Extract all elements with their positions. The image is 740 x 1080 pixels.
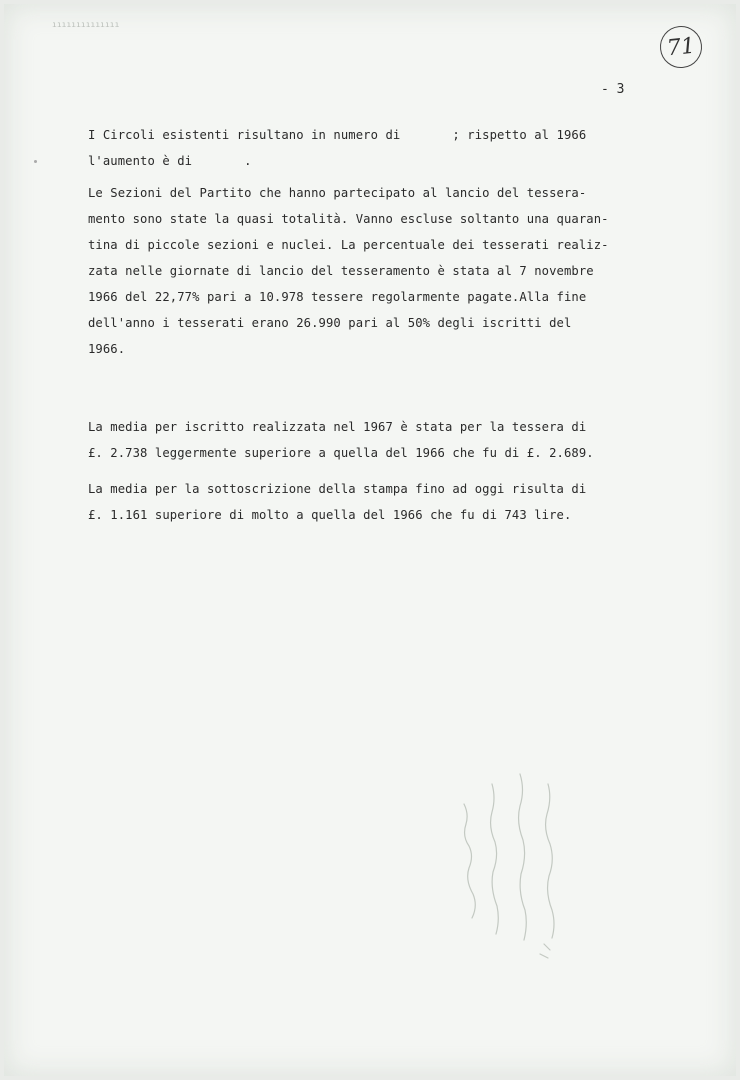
paragraph2-line-4: zata nelle giornate di lancio del tesseramento è stata al 7 novembre [88, 264, 594, 278]
paragraph2-line-1: Le Sezioni del Partito che hanno partecipato al lancio del tessera- [88, 186, 587, 200]
paragraph2-line-6: dell'anno i tesserati erano 26.990 pari al 50% degli iscritti del [88, 316, 572, 330]
paragraph2-line-7: 1966. [88, 342, 126, 356]
paragraph2-line-3: tina di piccole sezioni e nuclei. La percentuale dei tesserati realiz- [88, 238, 609, 252]
paragraph4-line-1: La media per la sottoscrizione della stampa fino ad oggi risulta di [88, 482, 587, 496]
paragraph2-line-2: mento sono state la quasi totalità. Vanno escluse soltanto una quaran- [88, 212, 609, 226]
paragraph1-line-2: l'aumento è di . [88, 154, 252, 168]
paragraph3-line-1: La media per iscritto realizzata nel 1967 è stata per la tessera di [88, 420, 587, 434]
paragraph1-line-1: I Circoli esistenti risultano in numero di ; rispetto al 1966 [88, 128, 587, 142]
paragraph3-line-2: £. 2.738 leggermente superiore a quella del 1966 che fu di £. 2.689. [88, 446, 594, 460]
paper-speck [34, 160, 37, 163]
archive-page-number-circled [658, 24, 704, 70]
paragraph4-line-2: £. 1.161 superiore di molto a quella del 1966 che fu di 743 lire. [88, 508, 572, 522]
document-page [4, 4, 736, 1076]
archive-top-marks: ıııııııııııııı [52, 20, 120, 29]
page-number: - 3 [601, 82, 625, 97]
faint-pencil-marginalia [444, 764, 584, 994]
paragraph2-line-5: 1966 del 22,77% pari a 10.978 tessere regolarmente pagate.Alla fine [88, 290, 587, 304]
archive-number-text: 71 [665, 33, 697, 61]
